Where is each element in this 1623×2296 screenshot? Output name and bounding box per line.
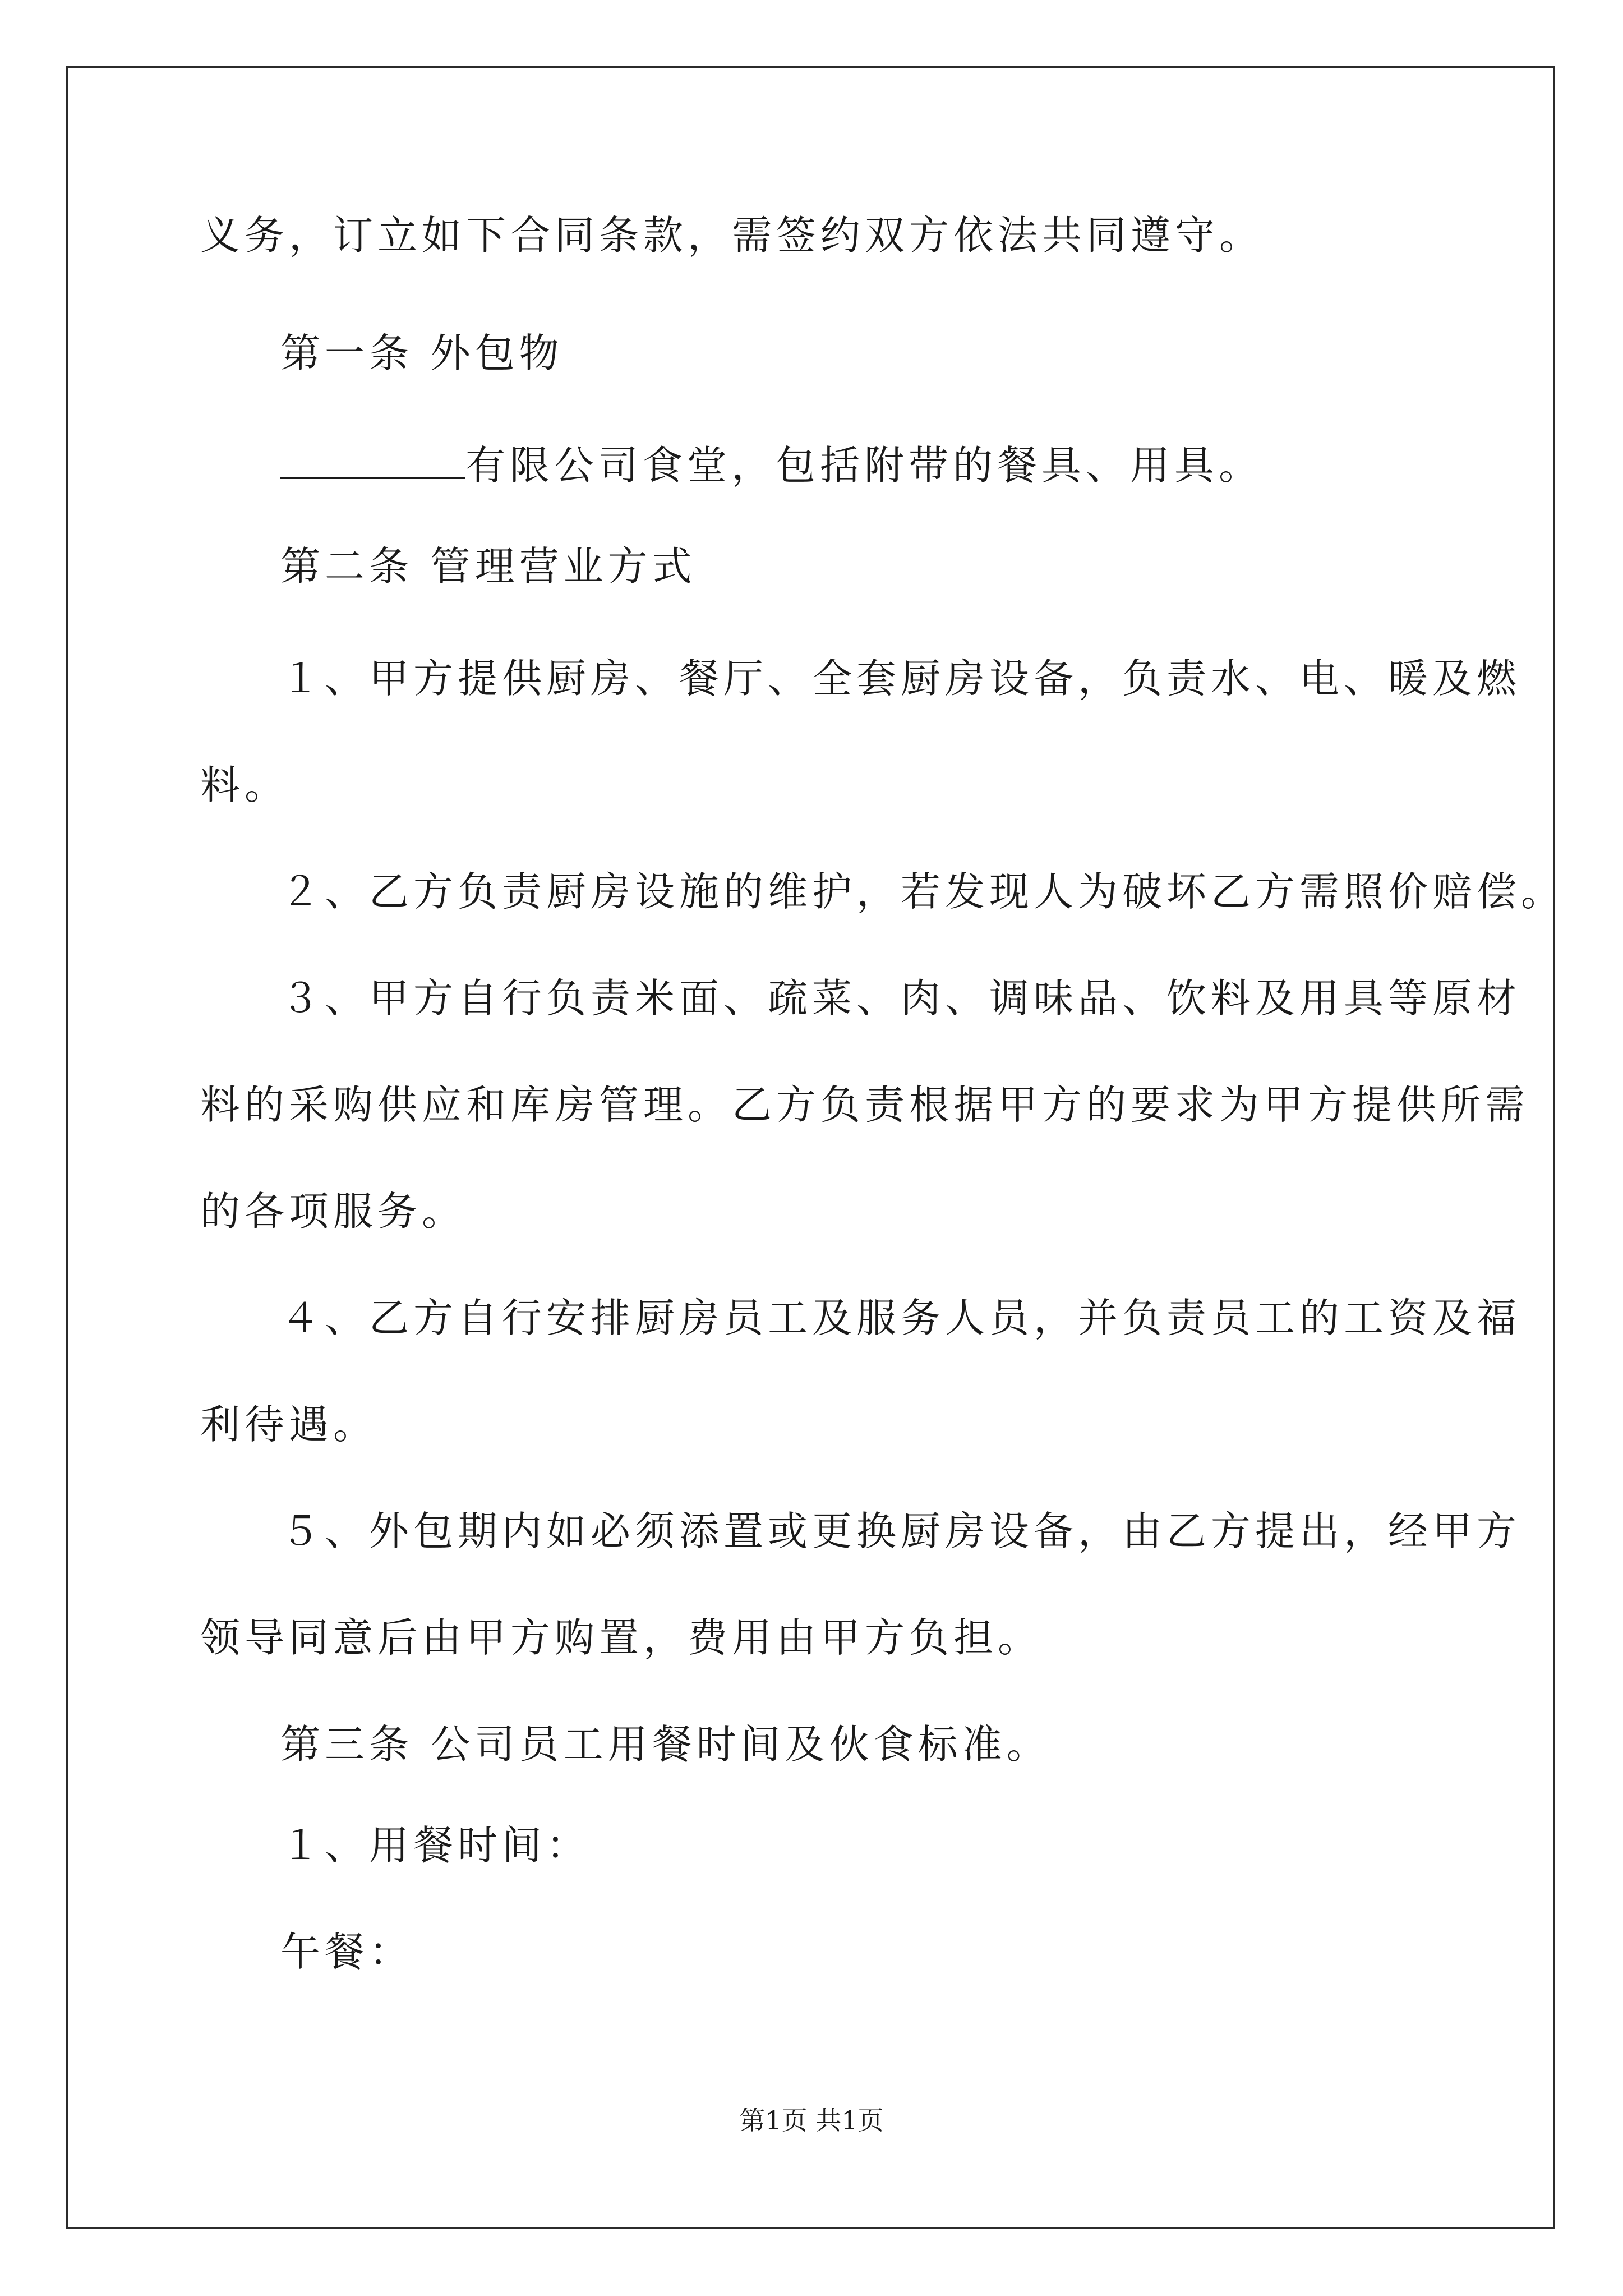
page-border	[66, 66, 1555, 2229]
text-line: 料的采购供应和库房管理。乙方负责根据甲方的要求为甲方提供所需	[200, 1082, 1530, 1128]
page-number-footer: 第1页 共1页	[739, 2105, 884, 2136]
text-line: 料。	[200, 762, 289, 808]
text-line-content: 有限公司食堂，包括附带的餐具、用具。	[465, 442, 1264, 489]
text-line: 午餐：	[280, 1929, 414, 1975]
text-line: ２、乙方负责厨房设施的维护，若发现人为破坏乙方需照价赔偿。	[280, 868, 1566, 915]
text-line: 领导同意后由甲方购置，费用由甲方负担。	[200, 1614, 1043, 1661]
text-line: 义务，订立如下合同条款，需签约双方依法共同遵守。	[200, 212, 1264, 259]
text-line: 利待遇。	[200, 1401, 378, 1448]
fill-in-blank	[280, 438, 465, 479]
clause-heading: 第二条 管理营业方式	[280, 543, 697, 590]
text-line	[280, 438, 1263, 494]
text-line: １、用餐时间：	[280, 1822, 591, 1869]
text-line: 的各项服务。	[200, 1188, 467, 1235]
clause-heading: 第一条 外包物	[280, 330, 564, 376]
text-line: ５、外包期内如必须添置或更换厨房设备，由乙方提出，经甲方	[280, 1508, 1521, 1554]
text-line: １、甲方提供厨房、餐厅、全套厨房设备，负责水、电、暖及燃	[280, 655, 1521, 702]
text-line: ４、乙方自行安排厨房员工及服务人员，并负责员工的工资及福	[280, 1295, 1521, 1341]
text-line: ３、甲方自行负责米面、疏菜、肉、调味品、饮料及用具等原材	[280, 975, 1521, 1022]
clause-heading: 第三条 公司员工用餐时间及伙食标准。	[280, 1721, 1051, 1768]
